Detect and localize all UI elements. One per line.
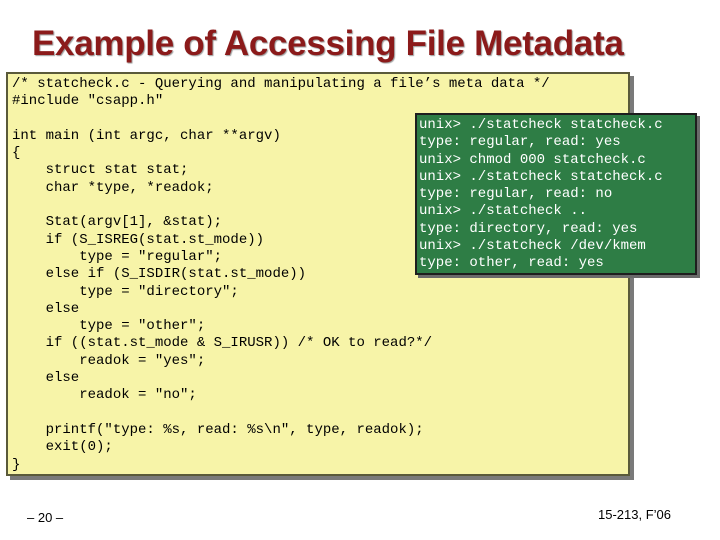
code-listing: /* statcheck.c - Querying and manipulating a file’s meta data */ #include "csapp.h" int main (int argc, char **argv) { struct stat stat; char *type, *readok; Stat(argv[1], &stat); if (S_ISREG(stat.st_mode)) type = "regular"; else if (S_ISDIR(stat.st_mode)) type = "directory"; else type = "other"; if ((stat.st_mode & S_IRUSR)) /* OK to read?*/ readok = "yes"; else readok = "no"; printf("type: %s, read: %s\n", type, readok); exit(0); } [12,76,550,473]
terminal-output-panel [415,113,697,275]
terminal-output: unix> ./statcheck statcheck.c type: regular, read: yes unix> chmod 000 statcheck.c unix> ./statcheck statcheck.c type: regular, read: no unix> ./statcheck .. type: directory, read: yes unix> ./statcheck /dev/kmem type: other, read: yes [419,117,663,272]
page-number: – 20 – [27,510,64,525]
course-label: 15-213, F’06 [598,507,671,522]
slide-title: Example of Accessing File Metadata [32,24,624,63]
